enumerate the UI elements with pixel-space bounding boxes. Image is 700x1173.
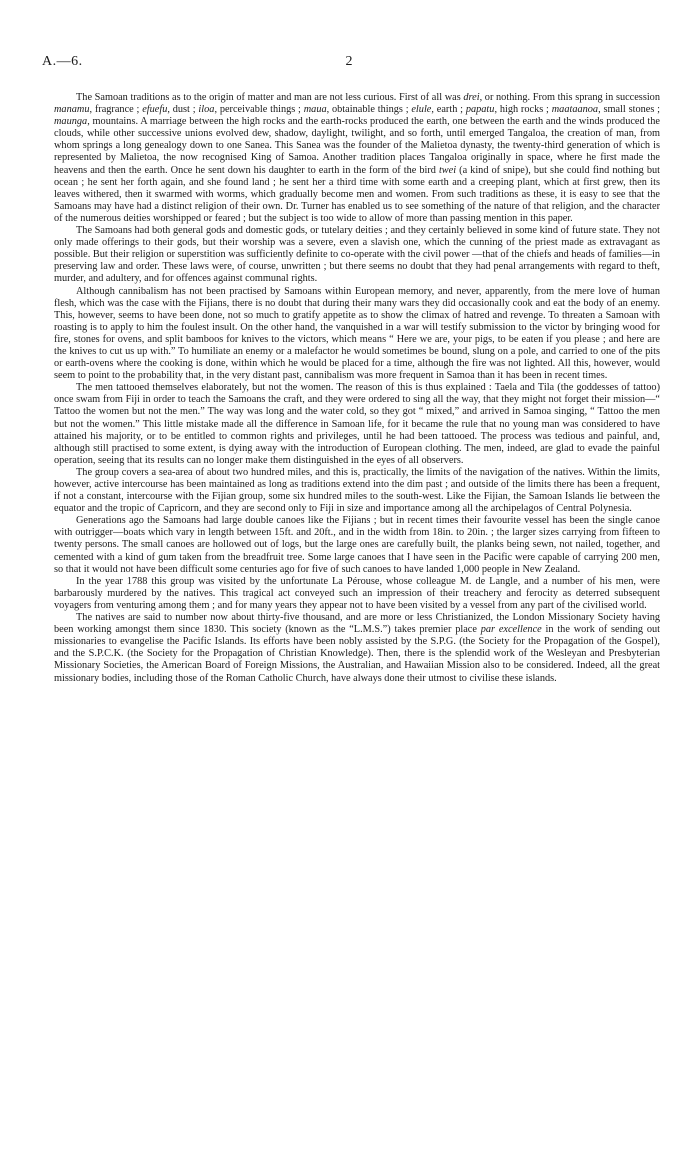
- paragraph-navigation: [54, 467, 660, 515]
- text-run: , earth ;: [431, 104, 466, 116]
- text-run: , fragrance ;: [89, 104, 143, 116]
- page-number: 2: [345, 54, 353, 69]
- italic-term: elule: [411, 104, 432, 116]
- text-run: The Samoans had both general gods and domestic gods, or tutelary deities ; and they certainly believed in some kind of future state. They not only made offerings to their gods, but their worship was a severe, even a slavish one, which the cunning of the priest made as extravagant as possible. But their religion or superstition was sufficiently definite to co-operate with the civil power —that of the chiefs and heads of families—in preserving law and order. These laws were, of course, unwritten ; but there seems no doubt that they had penal arrangements with regard to theft, murder, and adultery, and for offences against communal rights.: [54, 225, 660, 285]
- italic-term: efuefu: [142, 104, 168, 116]
- paragraph-origins: [54, 92, 660, 225]
- page-header: [42, 54, 656, 74]
- italic-term: maunga: [54, 116, 88, 128]
- italic-term: drei: [463, 92, 480, 103]
- text-run: The natives are said to number now about thirty-five thousand, and are more or less Christianized, the London Missionary Society having been working amongst them since 1830. This society (known as the “L.M.S.”) takes premier place: [54, 612, 660, 636]
- text-run: Generations ago the Samoans had large double canoes like the Fijians ; but in recent times their favourite vessel has been the single canoe with outrigger—boats which vary in length between 15ft. and 20ft., and in the width from 18in. to 20in. ; the larger sizes carrying from fifteen to twenty persons. The small canoes are hollowed out of logs, but the large ones are carefully built, the planks being sewn, not nailed, together, and cemented with a kind of gum taken from the breadfruit tree. Some large canoes that I have seen in the Pacific were capable of carrying 200 men, so that it would not have been difficult some centuries ago for five of such canoes to have landed 1,000 people in New Zealand.: [54, 515, 660, 575]
- paragraph-missions: [54, 612, 660, 685]
- body-text: [54, 92, 660, 685]
- text-run: , perceivable things ;: [214, 104, 304, 116]
- text-run: (a kind of snipe), but she could find nothing but ocean ; he sent her forth again, and she found land ; he sent her a third time with some earth and a creeping plant, which at first grew, then its leaves withered, then it swarmed with worms, which gradually become men and women. From such traditions as these, it is easy to see that the Samoans may have had a distinct religion of their own. Dr. Turner has enabled us to see something of the nature of that religion, and the character of the numerous deities worshipped or feared ; but the subject is too wide to allow of more than passing mention in this paper.: [54, 164, 660, 224]
- paragraph-cannibalism: [54, 286, 660, 383]
- italic-term: papatu: [465, 104, 495, 116]
- text-run: The Samoan traditions as to the origin of matter and man are not less curious. First of all was: [76, 92, 464, 103]
- italic-term: maua: [303, 104, 327, 116]
- text-run: The group covers a sea-area of about two hundred miles, and this is, practically, the limits of the navigation of the natives. Within the limits, however, active intercourse has been maintained as long as traditions extend into the dim past ; and outside of the limits there has been a frequent, if not a constant, intercourse with the Fijian group, some six hundred miles to the south-west. Like the Fijian, the Samoan Islands lie between the equator and the tropic of Capricorn, and they are second only to Fiji in size and importance among all the archipelagos of Central Polynesia.: [54, 466, 660, 515]
- document-reference: A.—6.: [42, 54, 83, 69]
- text-run: The men tattooed themselves elaborately, but not the women. The reason of this is thus explained : Taela and Tila (the goddesses of tattoo) once swam from Fiji in order to teach the Samoans the craft, and they were ordered to sing all the way, that they might not forget their mission—“ Tattoo the women but not the men.” The way was long and the water cold, so they got “ mixed,” and arrived in Samoa singing, “ Tattoo the men but not the women.” This little mistake made all the difference in Samoan life, for it became the rule that no young man was considered to have attained his majority, or to be entitled to common rights and privileges, until he had been tattooed. The process was tedious and painful, and, although still practised to some extent, is dying away with the introduction of European clothing. The men, indeed, are glad to evade the painful operation, seeing that its results can no longer make them distinguished in the eyes of all observers.: [54, 382, 660, 466]
- text-run: , obtainable things ;: [326, 104, 412, 116]
- text-run: In the year 1788 this group was visited by the unfortunate La Pérouse, whose colleague M. de Langle, and a number of his men, were barbarously murdered by the natives. This tragical act conveyed such an impression of their treachery and ferocity as deterred subsequent voyagers from venturing among them ; and for many years they appear not to have been visited by a vessel from any part of the civilised world.: [54, 575, 660, 611]
- text-run: , mountains. A marriage between the high rocks and the earth-rocks produced the earth, one between the earth and the winds produced the clouds, while other successive unions evolved dew, shadow, daylight, twilight, and so forth, until emerged Tangaloa, the creation of man, from whom springs a long genealogy down to one Sanea. This Sanea was the founder of the Malietoa dynasty, the twenty-third generation of which is represented by Malietoa, the now recognised King of Samoa. Another tradition places Tangaloa originally in space, where he first made the heavens and then the earth. Once he sent down his daughter to earth in the form of the bird: [54, 116, 660, 176]
- text-run: , high rocks ;: [494, 104, 552, 116]
- italic-term: twei: [438, 164, 457, 176]
- paragraph-laperouse: [54, 576, 660, 612]
- text-run: , or nothing. From this sprang in succession: [479, 92, 660, 103]
- paragraph-gods: [54, 225, 660, 285]
- paragraph-canoes: [54, 515, 660, 575]
- italic-term: manamu: [54, 104, 90, 116]
- text-run: Although cannibalism has not been practised by Samoans within European memory, and never, apparently, from the mere love of human flesh, which was the case with the Fijians, there is no doubt that during their many wars they did occasionally cook and eat the body of an enemy. This, however, seems to have been done, not so much to gratify appetite as to show the climax of hatred and revenge. To threaten a Samoan with roasting is to apply to him the foulest insult. On the other hand, the vanquished in a war will testify submission to the victor by bringing wood for fire, stones for ovens, and split bamboos for knives to the victors, which means “ Here we are, your pigs, to be eaten if you please ; and here are the knives to cut us up with.” To humiliate an enemy or a malefactor he would sometimes be bound, slung on a pole, and carried to one of the pits or earth-ovens where the cooking is done, within which he would be placed for a time, although the fire was not lighted. All this, however, would seem to point to the probability that, in the very distant past, cannibalism was more frequent in Samoa than it has been in recent times.: [54, 285, 660, 382]
- text-run: , dust ;: [167, 104, 199, 116]
- italic-term: maataanoa: [551, 104, 599, 116]
- italic-term: iloa: [198, 104, 215, 116]
- paragraph-tattoo: [54, 382, 660, 467]
- text-run: in the work of sending out missionaries to evangelise the Pacific Islands. Its efforts have been nobly assisted by the S.P.G. (the Society for the Propagation of the Gospel), and the S.P.C.K. (the Society for the Propagation of Christian Knowledge). Then, there is the splendid work of the Wesleyan and Presbyterian Missionary Societies, the American Board of Foreign Missions, the Australian, and Hawaiian Mission also to be considered. Indeed, all the great missionary bodies, including those of the Roman Catholic Church, have always done their utmost to civilise these islands.: [54, 624, 661, 684]
- text-run: , small stones ;: [598, 104, 660, 116]
- italic-term: par excellence: [480, 624, 542, 636]
